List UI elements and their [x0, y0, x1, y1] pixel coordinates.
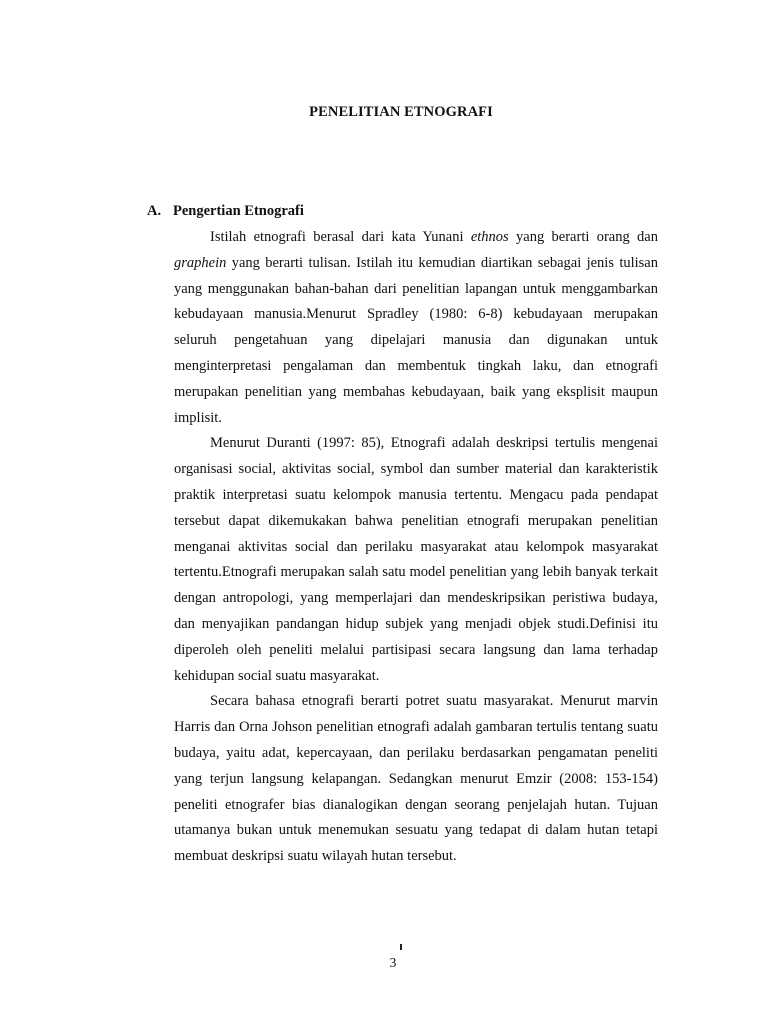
paragraph-2: Menurut Duranti (1997: 85), Etnografi adalah deskripsi tertulis mengenai organisasi social, aktivitas social, symbol dan sumber material dan karakteristik praktik interpretasi suatu kelompok manusia tertentu. Mengacu pada pendapat tersebut dapat dikemukakan bahwa penelitian etnografi merupakan penelitian menganai aktivitas social dan perilaku masyarakat atau kelompok masyarakat tertentu.Etnografi merupakan salah satu model penelitian yang lebih banyak terkait dengan antropologi, yang memperlajari dan mendeskripsikan peristiwa budaya, dan menyajikan pandangan hidup subjek yang menjadi objek studi.Definisi itu diperoleh oleh peneliti melalui partisipasi secara langsung dan lama terhadap kehidupan social suatu masyarakat. [174, 435, 658, 684]
page-number: 3 [389, 955, 397, 970]
page-tick-mark [400, 944, 402, 950]
document-title: PENELITIAN ETNOGRAFI [309, 104, 493, 120]
paragraph-1 [174, 225, 658, 431]
term-ethnos: ethnos [470, 229, 509, 245]
document-body [174, 225, 658, 870]
paragraph-1-text-c: yang berarti tulisan. Istilah itu kemudian diartikan sebagai jenis tulisan yang menggunakan bahan-bahan dari penelitian lapangan untuk menggambarkan kebudayaan manusia.Menurut Spradley (1980: 6-8) kebudayaan merupakan seluruh pengetahuan yang dipelajari manusia dan digunakan untuk menginterpretasi pengalaman dan membentuk tingkah laku, dan etnografi merupakan penelitian yang membahas kebudayaan, baik yang eksplisit maupun implisit. [174, 254, 658, 426]
term-graphein: graphein [174, 254, 227, 271]
section-title: Pengertian Etnografi [173, 203, 304, 219]
paragraph-1-text-a: Istilah etnografi berasal dari kata Yunani [210, 229, 471, 245]
paragraph-1-text-b: yang berarti orang dan [508, 229, 658, 245]
section-letter: A. [147, 203, 162, 219]
paragraph-3: Secara bahasa etnografi berarti potret suatu masyarakat. Menurut marvin Harris dan Orna Johson penelitian etnografi adalah gambaran tertulis tentang suatu budaya, yaitu adat, kepercayaan, dan perilaku berdasarkan pengamatan peneliti yang terjun langsung kelapangan. Sedangkan menurut Emzir (2008: 153-154) peneliti etnografer bias dianalogikan dengan seorang penjelajah hutan. Tujuan utamanya bukan untuk menemukan sesuatu yang tedapat di dalam hutan tetapi membuat deskripsi suatu wilayah hutan tersebut. [174, 693, 658, 865]
section-heading [147, 203, 304, 220]
